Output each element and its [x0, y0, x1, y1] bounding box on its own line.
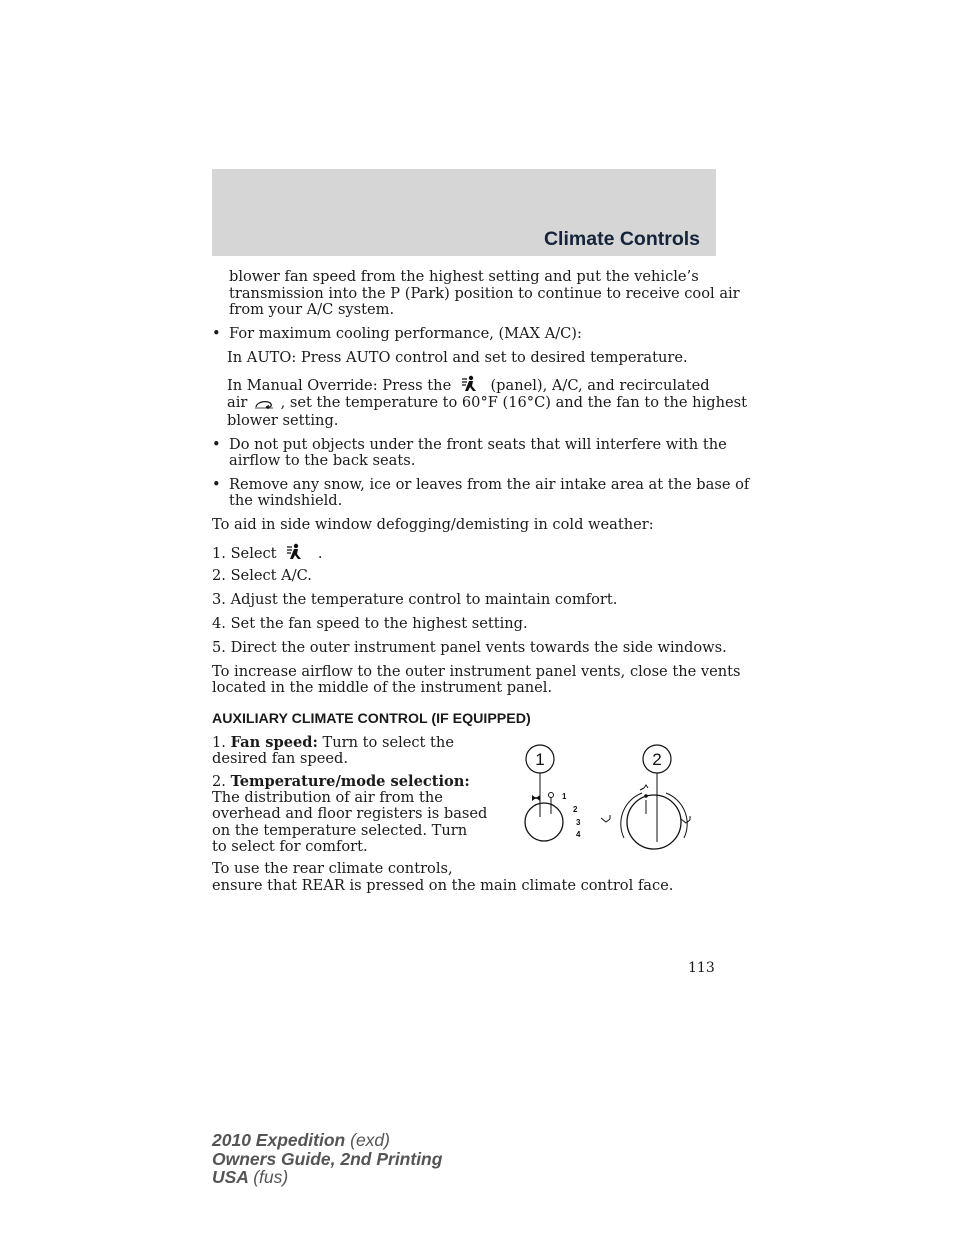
step-item: 4. Set the fan speed to the highest setting. [212, 615, 528, 632]
bullet-marker: • [212, 436, 221, 453]
footer-market-code: (fus) [253, 1167, 289, 1187]
bullet-marker: • [212, 325, 221, 342]
callout-1-label: 1 [535, 750, 545, 769]
paragraph-line: ensure that REAR is pressed on the main climate control face. [212, 877, 674, 894]
paragraph-line: to select for comfort. [212, 838, 368, 855]
item-description: Turn to select the [322, 734, 454, 751]
paragraph-line: blower setting. [227, 412, 339, 429]
floor-vent-icon [681, 816, 690, 823]
paragraph-line: on the temperature selected. Turn [212, 822, 468, 839]
step1-end: . [317, 545, 323, 562]
section-heading: AUXILIARY CLIMATE CONTROL (IF EQUIPPED) [212, 711, 531, 727]
paragraph-line: from your A/C system. [229, 301, 395, 318]
bullet-text: the windshield. [229, 492, 343, 509]
footer-line-1 [212, 1131, 442, 1150]
temperature-mode-knob [627, 795, 681, 849]
paragraph-line: transmission into the P (Park) position to continue to receive cool air [229, 285, 740, 302]
bullet-text: airflow to the back seats. [229, 452, 416, 469]
paragraph-line: The distribution of air from the [212, 789, 443, 806]
paragraph-line: desired fan speed. [212, 750, 348, 767]
item-number: 1. [212, 734, 226, 751]
bullet-marker: • [212, 476, 221, 493]
fan-level-1: 1 [562, 792, 567, 801]
paragraph-line: located in the middle of the instrument panel. [212, 679, 553, 696]
manual-override-text: In Manual Override: Press the [227, 377, 452, 394]
fan-icon [532, 795, 540, 801]
fan-speed-knob [525, 803, 563, 841]
item-term: Fan speed: [230, 734, 318, 751]
air-text-end: , set the temperature to 60°F (16°C) and the fan to the highest [280, 394, 747, 411]
step1-text: 1. Select [212, 545, 277, 562]
paragraph-line: To use the rear climate controls, [212, 860, 453, 877]
aux-control-diagram [494, 742, 704, 852]
manual-override-text-end: (panel), A/C, and recirculated [490, 377, 710, 394]
floor-vent-icon [601, 815, 610, 822]
bullet-text: Remove any snow, ice or leaves from the air intake area at the base of [229, 476, 750, 493]
fan-level-4: 4 [576, 830, 581, 839]
paragraph-line: In AUTO: Press AUTO control and set to desired temperature. [227, 349, 688, 366]
paragraph-line: To increase airflow to the outer instrument panel vents, close the vents [212, 663, 741, 680]
item-number: 2. [212, 773, 226, 790]
step-item: 2. Select A/C. [212, 567, 312, 584]
fan-level-3: 3 [576, 818, 581, 827]
callout-2-label: 2 [652, 750, 662, 769]
header-band [212, 169, 716, 256]
section-title: Climate Controls [543, 228, 700, 250]
step-item: 3. Adjust the temperature control to maintain comfort. [212, 591, 618, 608]
overhead-vent-icon [640, 785, 648, 790]
footer-line-3 [212, 1168, 442, 1187]
step-item: 5. Direct the outer instrument panel vents towards the side windows. [212, 639, 727, 656]
bullet-text: Do not put objects under the front seats that will interfere with the [229, 436, 727, 453]
footer-model: 2010 Expedition [212, 1130, 346, 1150]
bullet-text: For maximum cooling performance, (MAX A/C): [229, 325, 582, 342]
footer-line-2: Owners Guide, 2nd Printing [212, 1148, 443, 1169]
item-term: Temperature/mode selection: [230, 773, 470, 790]
footer-model-code: (exd) [350, 1130, 390, 1150]
page-number: 113 [688, 960, 715, 976]
step-item [212, 543, 322, 566]
footer [212, 1131, 442, 1187]
paragraph-line: overhead and floor registers is based [212, 805, 488, 822]
panel-vent-icon [285, 543, 305, 566]
fan-level-2: 2 [573, 805, 578, 814]
paragraph-line: To aid in side window defogging/demisting in cold weather: [212, 516, 654, 533]
paragraph-line: blower fan speed from the highest setting and put the vehicle’s [229, 268, 699, 285]
air-text: air [227, 394, 248, 411]
footer-market: USA [212, 1167, 249, 1187]
